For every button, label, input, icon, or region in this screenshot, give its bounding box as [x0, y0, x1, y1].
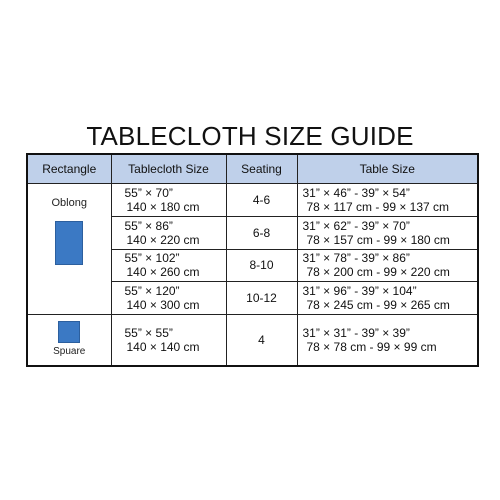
- square-label: Spuare: [53, 346, 86, 358]
- seating-cell: 4: [226, 315, 297, 366]
- seating-cell: 8-10: [226, 249, 297, 282]
- seating-cell: 4-6: [226, 184, 297, 217]
- tablecloth-size-cm: 140 × 300 cm: [126, 298, 200, 313]
- tablecloth-size-cm: 140 × 260 cm: [126, 265, 200, 280]
- oblong-shape-cell: [27, 184, 111, 315]
- table-size-inches: 31” × 46” - 39” × 54”: [302, 185, 410, 200]
- table-size-cm: 78 × 200 cm - 99 × 220 cm: [306, 265, 450, 280]
- seating-cell: 6-8: [226, 216, 297, 249]
- table-size-cm: 78 × 157 cm - 99 × 180 cm: [306, 232, 450, 247]
- table-size-inches: 31” × 78” - 39” × 86”: [302, 251, 410, 266]
- header-table-size: Table Size: [297, 154, 478, 184]
- table-size-cell: [297, 282, 478, 315]
- tablecloth-size-inches: 55” × 55”: [124, 326, 173, 341]
- tablecloth-size-cm: 140 × 180 cm: [126, 199, 200, 214]
- table-size-cell: [297, 216, 478, 249]
- oblong-rectangle-icon: [55, 221, 83, 265]
- page-title: TABLECLOTH SIZE GUIDE: [86, 121, 414, 151]
- header-seating: Seating: [226, 154, 297, 184]
- table-row: [27, 315, 478, 366]
- header-row: [27, 154, 478, 184]
- table-size-cm: 78 × 245 cm - 99 × 265 cm: [306, 298, 450, 313]
- oblong-label: Oblong: [51, 197, 87, 209]
- header-rectangle: Rectangle: [27, 154, 111, 184]
- seating-cell: 10-12: [226, 282, 297, 315]
- tablecloth-size-inches: 55” × 102”: [124, 251, 180, 266]
- table-size-cm: 78 × 117 cm - 99 × 137 cm: [306, 199, 450, 214]
- tablecloth-size-cell: [111, 184, 226, 217]
- tablecloth-size-cell: [111, 315, 226, 366]
- table-size-cm: 78 × 78 cm - 99 × 99 cm: [306, 340, 437, 355]
- table-size-inches: 31” × 62” - 39” × 70”: [302, 218, 410, 233]
- square-shape-cell: [27, 315, 111, 366]
- square-shape-icon: [58, 321, 80, 343]
- tablecloth-size-cm: 140 × 220 cm: [126, 232, 200, 247]
- table-size-cell: [297, 184, 478, 217]
- tablecloth-size-cell: [111, 216, 226, 249]
- table-row: [27, 184, 478, 217]
- tablecloth-size-inches: 55” × 120”: [124, 284, 180, 299]
- tablecloth-size-cell: [111, 249, 226, 282]
- table-size-inches: 31” × 31” - 39” × 39”: [302, 326, 410, 341]
- tablecloth-size-inches: 55” × 86”: [124, 218, 173, 233]
- table-size-inches: 31” × 96” - 39” × 104”: [302, 284, 417, 299]
- tablecloth-size-cell: [111, 282, 226, 315]
- tablecloth-size-inches: 55” × 70”: [124, 185, 173, 200]
- header-tablecloth-size: Tablecloth Size: [111, 154, 226, 184]
- table-size-cell: [297, 315, 478, 366]
- size-guide-table: [26, 153, 479, 367]
- table-size-cell: [297, 249, 478, 282]
- tablecloth-size-cm: 140 × 140 cm: [126, 340, 200, 355]
